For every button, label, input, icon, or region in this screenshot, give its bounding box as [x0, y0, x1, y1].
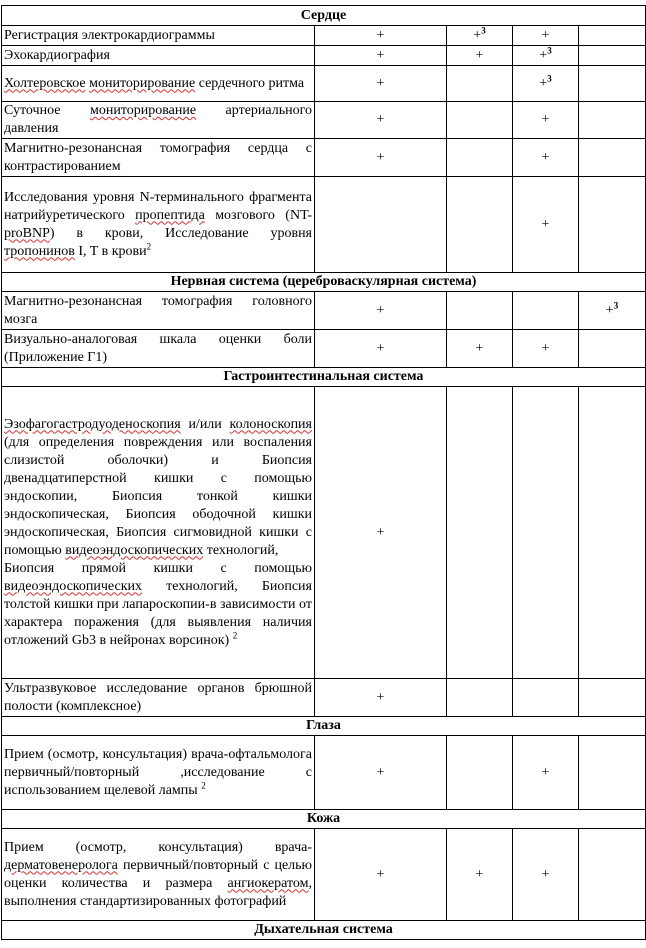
footnote-ref: 2 — [232, 629, 238, 640]
mark-cell: + — [315, 829, 447, 921]
mark-cell: + — [513, 330, 579, 368]
mark-cell: + — [315, 102, 447, 139]
empty-cell — [447, 177, 513, 273]
footnote-ref: 3 — [481, 25, 486, 35]
empty-cell — [579, 330, 646, 368]
empty-cell — [579, 139, 646, 177]
empty-cell — [579, 26, 646, 46]
row-label: Суточное мониторирование артериального давления — [2, 102, 315, 139]
empty-cell — [447, 66, 513, 102]
section-title-skin: Кожа — [2, 810, 646, 829]
empty-cell — [447, 102, 513, 139]
section-title-heart: Сердце — [2, 6, 646, 26]
mark-cell: + — [447, 330, 513, 368]
section-title-gi: Гастроинтестинальная система — [2, 368, 646, 387]
table-row — [2, 736, 646, 810]
section-title-nervous: Нервная система (цереброваскулярная система) — [2, 273, 646, 292]
section-row — [2, 717, 646, 736]
mark-cell: + — [513, 139, 579, 177]
row-label: Магнитно-резонансная томография головного мозга — [2, 292, 315, 330]
footnote-ref: 3 — [547, 72, 552, 83]
empty-cell — [447, 292, 513, 330]
row-label: Визуально-аналоговая шкала оценки боли (Приложение Г1) — [2, 330, 315, 368]
mark-cell: + — [513, 102, 579, 139]
mark-cell: + — [513, 177, 579, 273]
mark-cell: +$^3$ — [513, 66, 579, 102]
section-row — [2, 273, 646, 292]
section-title-respiratory: Дыхательная система — [2, 921, 646, 940]
empty-cell — [579, 177, 646, 273]
footnote-ref: 3 — [547, 45, 552, 55]
mark-cell: +$^3$ — [513, 46, 579, 66]
table-row — [2, 102, 646, 139]
empty-cell — [447, 139, 513, 177]
row-label: Регистрация электрокардиограммы — [2, 26, 315, 46]
empty-cell — [579, 679, 646, 717]
table-row — [2, 387, 646, 679]
table-row — [2, 177, 646, 273]
table-row — [2, 139, 646, 177]
mark-cell: +$^3$ — [447, 26, 513, 46]
row-label: Исследования уровня N-терминального фрагмента натрийуретического пропептида мозгового (NT-proBNP) в крови, Исследование уровня тропонинов I, T в крови$^2$ — [2, 177, 315, 273]
mark-cell: + — [513, 829, 579, 921]
section-row — [2, 368, 646, 387]
row-label: Магнитно-резонансная томография сердца с контрастированием — [2, 139, 315, 177]
empty-cell — [315, 177, 447, 273]
empty-cell — [513, 387, 579, 679]
mark-cell: + — [447, 46, 513, 66]
section-row — [2, 810, 646, 829]
mark-cell: + — [513, 736, 579, 810]
mark-cell: + — [315, 387, 447, 679]
row-label: Прием (осмотр, консультация) врача-офтальмолога первичный/повторный ,исследование с использованием щелевой лампы $^2$ — [2, 736, 315, 810]
mark-cell: + — [315, 139, 447, 177]
mark-cell: + — [315, 46, 447, 66]
mark-cell: + — [315, 679, 447, 717]
mark-cell: + — [315, 66, 447, 102]
mark-cell: + — [315, 292, 447, 330]
footnote-ref: 2 — [201, 779, 206, 790]
mark-cell: +$^3$ — [579, 292, 646, 330]
empty-cell — [447, 387, 513, 679]
table-row — [2, 829, 646, 921]
table-row — [2, 330, 646, 368]
row-label: Ультразвуковое исследование органов брюшной полости (комплексное) — [2, 679, 315, 717]
empty-cell — [579, 736, 646, 810]
section-row — [2, 921, 646, 940]
empty-cell — [579, 46, 646, 66]
mark-cell: + — [315, 330, 447, 368]
empty-cell — [447, 679, 513, 717]
footnote-ref: 3 — [613, 299, 619, 310]
empty-cell — [513, 679, 579, 717]
mark-cell: + — [447, 829, 513, 921]
empty-cell — [579, 102, 646, 139]
mark-cell: + — [315, 26, 447, 46]
empty-cell — [447, 736, 513, 810]
empty-cell — [579, 66, 646, 102]
table-row — [2, 292, 646, 330]
table-row — [2, 46, 646, 66]
section-title-eyes: Глаза — [2, 717, 646, 736]
empty-cell — [513, 292, 579, 330]
empty-cell — [579, 387, 646, 679]
table-row — [2, 26, 646, 46]
table-row — [2, 66, 646, 102]
row-label: Эзофагогастродуоденоскопия и/или колоноскопия (для определения повреждения или воспаления слизистой оболочки) и Биопсия двенадцатиперстной кишки с помощью эндоскопии, Биопсия тонкой кишки эндоскопическая, Биопсия ободочной кишки эндоскопическая, Биопсия сигмовидной кишки с помощью видеоэндоскопических технологий, Биопсия прямой кишки с помощью видеоэндоскопических технологий, Биопсия толстой кишки при лапароскопии-в зависимости от характера поражения (для выявления наличия отложений Gb3 в нейронах ворсинок) $^2$ — [2, 387, 315, 679]
mark-cell: + — [513, 26, 579, 46]
table-row — [2, 679, 646, 717]
row-label: Эхокардиография — [2, 46, 315, 66]
row-label: Холтеровское мониторирование сердечного ритма — [2, 66, 315, 102]
requirements-table — [1, 5, 646, 940]
row-label: Прием (осмотр, консультация) врача-дерматовенеролога первичный/повторный с целью оценки количества и размера ангиокератом, выполнения стандартизированных фотографий — [2, 829, 315, 921]
footnote-ref: 2 — [146, 240, 152, 251]
section-row — [2, 6, 646, 26]
mark-cell: + — [315, 736, 447, 810]
empty-cell — [579, 829, 646, 921]
